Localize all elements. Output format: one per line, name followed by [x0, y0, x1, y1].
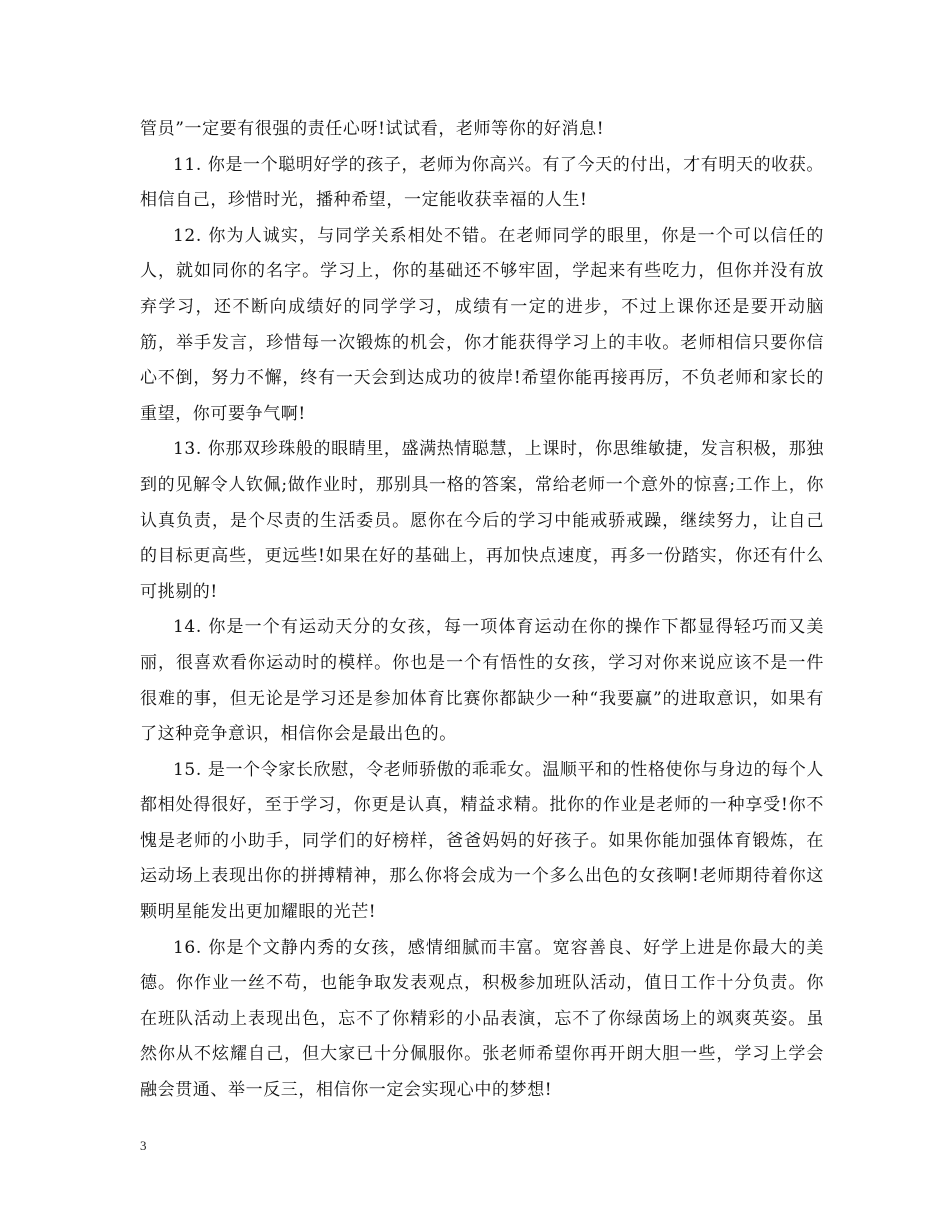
paragraph-item-14: 14. 你是一个有运动天分的女孩，每一项体育运动在你的操作下都显得轻巧而又美丽，很喜欢看你运动时的模样。你也是一个有悟性的女孩，学习对你来说应该不是一件很难的事，但无论是学习还是参加体育比赛你都缺少一种“我要赢”的进取意识，如果有了这种竞争意识，相信你会是最出色的。 [140, 617, 824, 745]
document-body [140, 112, 824, 1109]
paragraph-item-11: 11. 你是一个聪明好学的孩子，老师为你高兴。有了今天的付出，才有明天的收获。相信自己，珍惜时光，播种希望，一定能收获幸福的人生! [140, 154, 824, 211]
paragraph-continued: 管员”一定要有很强的责任心呀!试试看，老师等你的好消息! [140, 119, 605, 139]
paragraph-item-16: 16. 你是个文静内秀的女孩，感情细腻而丰富。宽容善良、好学上进是你最大的美德。你作业一丝不苟，也能争取发表观点，积极参加班队活动，值日工作十分负责。你在班队活动上表现出色，忘不了你精彩的小品表演，忘不了你绿茵场上的飒爽英姿。虽然你从不炫耀自己，但大家已十分佩服你。张老师希望你再开朗大胆一些，学习上学会融会贯通、举一反三，相信你一定会实现心中的梦想! [140, 937, 824, 1101]
paragraph-item-13: 13. 你那双珍珠般的眼睛里，盛满热情聪慧，上课时，你思维敏捷，发言积极，那独到的见解令人钦佩;做作业时，那别具一格的答案，常给老师一个意外的惊喜;工作上，你认真负责，是个尽责的生活委员。愿你在今后的学习中能戒骄戒躁，继续努力，让自己的目标更高些，更远些!如果在好的基础上，再加快点速度，再多一份踏实，你还有什么可挑剔的! [140, 439, 824, 602]
paragraph-item-15: 15. 是一个令家长欣慰，令老师骄傲的乖乖女。温顺平和的性格使你与身边的每个人都相处得很好，至于学习，你更是认真，精益求精。批你的作业是老师的一种享受!你不愧是老师的小助手，同学们的好榜样，爸爸妈妈的好孩子。如果你能加强体育锻炼，在运动场上表现出你的拼搏精神，那么你将会成为一个多么出色的女孩啊!老师期待着你这颗明星能发出更加耀眼的光芒! [140, 759, 824, 923]
paragraph-item-12: 12. 你为人诚实，与同学关系相处不错。在老师同学的眼里，你是一个可以信任的人，就如同你的名字。学习上，你的基础还不够牢固，学起来有些吃力，但你并没有放弃学习，还不断向成绩好的同学学习，成绩有一定的进步，不过上课你还是要开动脑筋，举手发言，珍惜每一次锻炼的机会，你才能获得学习上的丰收。老师相信只要你信心不倒，努力不懈，终有一天会到达成功的彼岸!希望你能再接再厉，不负老师和家长的重望，你可要争气啊! [140, 225, 824, 424]
page-number: 3 [140, 1138, 147, 1153]
